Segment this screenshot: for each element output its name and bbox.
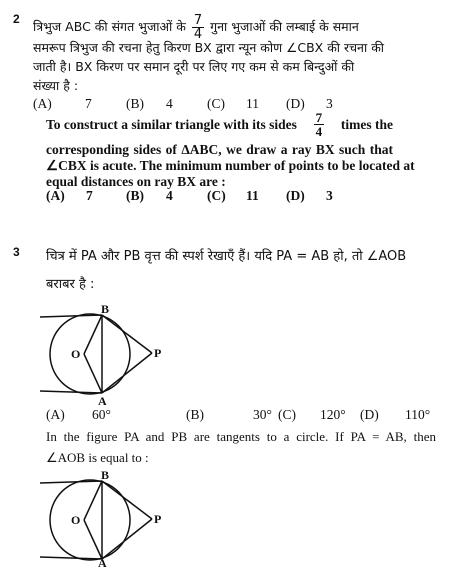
label-b: B xyxy=(101,469,110,482)
tangent-upper-extension xyxy=(40,481,102,483)
fraction-numerator: 7 xyxy=(315,110,323,125)
option-value: 30° xyxy=(253,407,272,422)
q2-hindi-line-1-start: त्रिभुज ABC की संगत भुजाओं के xyxy=(33,19,186,34)
label-o: O xyxy=(71,513,81,527)
radius-ob xyxy=(84,481,102,520)
tangent-lower-extension xyxy=(40,391,102,393)
option-label: (D) xyxy=(360,407,379,422)
q3-english-line-1: In the figure PA and PB are tangents to a circle. If PA = AB, then xyxy=(46,429,436,444)
q2-english-line-2: corresponding sides of ΔABC, we draw a ray BX such that xyxy=(46,142,393,157)
circle xyxy=(50,480,130,560)
tangent-pb xyxy=(102,315,152,353)
fraction-denominator: 4 xyxy=(315,124,323,139)
label-o: O xyxy=(71,347,81,361)
q2-hindi-line-1-end: गुना भुजाओं की लम्बाई के समान xyxy=(210,19,359,34)
option-label: (C) xyxy=(207,188,226,203)
option-value: 11 xyxy=(246,188,259,203)
option-value: 3 xyxy=(326,188,333,203)
label-p: P xyxy=(154,512,162,526)
option-value: 7 xyxy=(86,188,93,203)
option-label: (C) xyxy=(278,407,296,422)
tangent-pb xyxy=(102,481,152,519)
option-value: 60° xyxy=(92,407,111,422)
circle xyxy=(50,314,130,394)
option-value: 7 xyxy=(85,96,92,111)
label-a: A xyxy=(98,556,107,569)
option-label: (D) xyxy=(286,96,305,111)
q2-hindi-line-3: जाती है। BX किरण पर समान दूरी पर लिए गए कम से कम बिन्दुओं की xyxy=(33,59,355,74)
q2-hindi-line-1 xyxy=(33,14,359,41)
option-value: 120° xyxy=(320,407,346,422)
tangent-pa xyxy=(102,353,152,393)
q2-english-line-1-start: To construct a similar triangle with its sides xyxy=(46,117,297,133)
option-label: (A) xyxy=(46,407,65,422)
q2-english-line-1 xyxy=(46,110,393,139)
radius-oa xyxy=(84,520,102,559)
option-label: (B) xyxy=(126,188,144,203)
q3-hindi-line-1: चित्र में PA और PB वृत्त की स्पर्श रेखाएँ हैं। यदि PA = AB हो, तो ∠AOB xyxy=(46,249,407,264)
question-3-number: 3 xyxy=(13,245,20,259)
option-label: (C) xyxy=(207,96,225,111)
q2-hindi-fraction xyxy=(192,14,204,41)
q2-hindi-line-4: संख्या है : xyxy=(33,78,79,93)
label-a: A xyxy=(98,394,107,407)
option-value: 4 xyxy=(166,188,173,203)
q2-english-fraction xyxy=(314,111,325,138)
option-label: (B) xyxy=(126,96,144,111)
option-value: 110° xyxy=(405,407,431,422)
tangent-upper-extension xyxy=(40,315,102,317)
question-2-number: 2 xyxy=(13,12,20,26)
tangent-lower-extension xyxy=(40,557,102,559)
option-label: (B) xyxy=(186,407,204,422)
option-label: (A) xyxy=(46,188,65,203)
q2-english-line-4: equal distances on ray BX are : xyxy=(46,174,226,189)
radius-ob xyxy=(84,315,102,354)
radius-oa xyxy=(84,354,102,393)
label-p: P xyxy=(154,346,162,360)
q3-english-line-2: ∠AOB is equal to : xyxy=(46,450,149,465)
option-value: 3 xyxy=(326,96,333,111)
option-value: 11 xyxy=(246,96,259,111)
tangent-circle-figure-1 xyxy=(40,303,180,407)
q2-english-line-1-end: times the xyxy=(340,117,393,133)
fraction-numerator: 7 xyxy=(193,13,203,28)
q2-hindi-line-2: समरूप त्रिभुज की रचना हेतु किरण BX द्वारा न्यून कोण ∠CBX की रचना की xyxy=(33,40,385,55)
option-label: (D) xyxy=(286,188,305,203)
q2-english-line-3: ∠CBX is acute. The minimum number of points to be located at xyxy=(46,158,415,173)
tangent-circle-figure-2 xyxy=(40,469,180,569)
q3-hindi-line-2: बराबर है : xyxy=(46,277,95,292)
label-b: B xyxy=(101,303,110,316)
tangent-pa xyxy=(102,519,152,559)
option-label: (A) xyxy=(33,96,52,111)
fraction-denominator: 4 xyxy=(193,27,203,42)
option-value: 4 xyxy=(166,96,173,111)
